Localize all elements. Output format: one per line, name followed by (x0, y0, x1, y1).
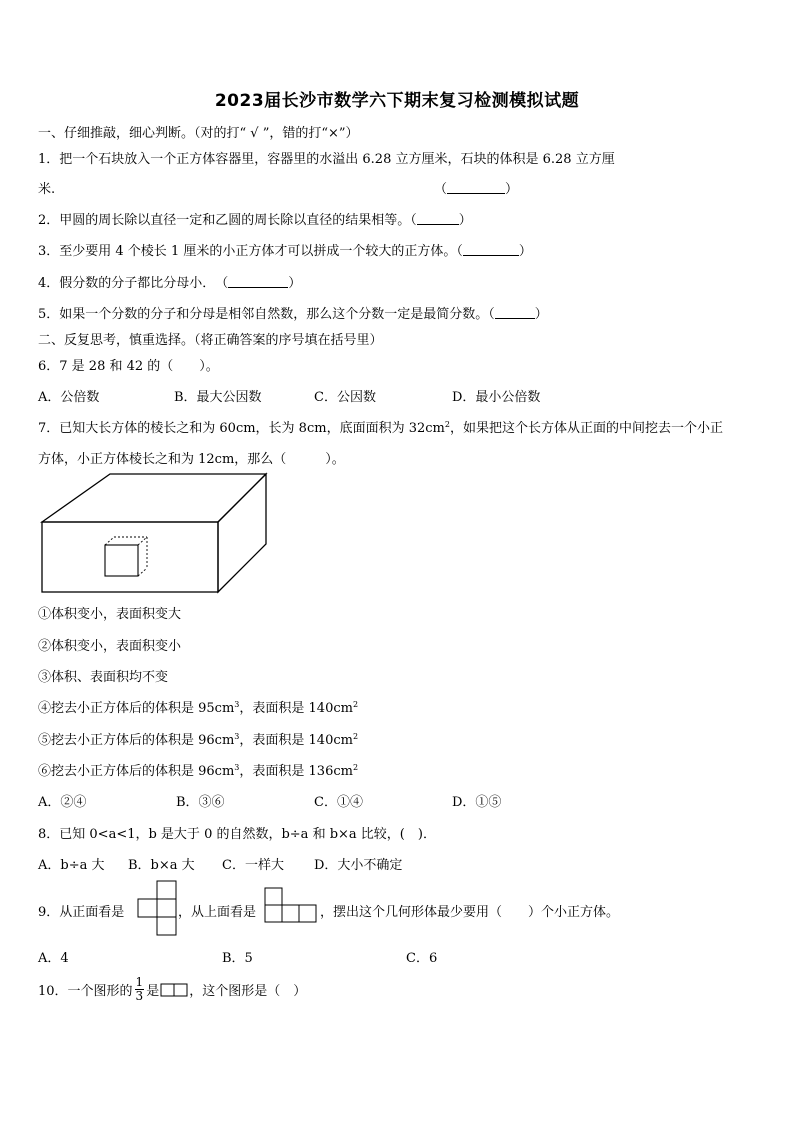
paren-close: ） (288, 276, 302, 291)
question-2 (38, 209, 472, 228)
question-9-option-b[interactable]: B．5 (222, 951, 253, 966)
question-7-line-1 (38, 417, 723, 436)
answer-blank[interactable] (417, 212, 459, 225)
question-8-option-c[interactable]: C．一样大 (222, 858, 284, 873)
superscript: 3 (234, 763, 240, 772)
question-10 (38, 976, 306, 1003)
top-view-figure (263, 887, 319, 923)
superscript: 2 (444, 420, 450, 429)
question-7-option-a[interactable]: A．②④ (38, 795, 87, 810)
question-6-option-b[interactable]: B．最大公因数 (174, 390, 262, 405)
question-4-text: 4．假分数的分子都比分母小． （ (38, 276, 229, 291)
choice-6-text-b: ，表面积是 136cm (239, 764, 353, 779)
fraction-denominator: 3 (135, 989, 144, 1003)
question-8-stem: 8．已知 0<a<1，b 是大于 0 的自然数，b÷a 和 b×a 比较，( )． (38, 827, 436, 842)
question-6-stem: 6．7 是 28 和 42 的（ ）。 (38, 359, 219, 374)
front-view-figure (136, 880, 178, 936)
question-7-line-2: 方体，小正方体棱长之和为 12cm，那么（ ）。 (38, 452, 345, 467)
answer-blank[interactable] (463, 243, 519, 256)
choice-6-text-a: ⑥挖去小正方体后的体积是 96cm (38, 764, 235, 779)
page-title: 2023届长沙市数学六下期末复习检测模拟试题 (214, 91, 580, 111)
question-9-option-c[interactable]: C．6 (406, 951, 438, 966)
question-6-option-a[interactable]: A．公倍数 (38, 390, 100, 405)
question-7-choice-4 (38, 697, 358, 716)
question-8-option-a[interactable]: A．b÷a 大 (38, 858, 105, 873)
choice-5-text-a: ⑤挖去小正方体后的体积是 96cm (38, 733, 235, 748)
fraction-numerator: 1 (135, 975, 144, 989)
paren-close: ） (534, 307, 548, 322)
question-9-stem-b: ，从上面看是 (178, 905, 257, 920)
question-1-line-2: 米. (38, 182, 56, 197)
question-10-text-b: 是 (146, 984, 160, 999)
question-1-answer[interactable] (434, 178, 518, 197)
superscript: 2 (352, 763, 359, 772)
question-7-choice-1: ①体积变小，表面积变大 (38, 607, 182, 622)
question-9-stem-a: 9．从正面看是 (38, 905, 125, 920)
answer-blank[interactable] (495, 306, 535, 319)
question-10-text-a: 10．一个图形的 (38, 984, 133, 999)
paren-close: ） (505, 182, 519, 197)
answer-blank[interactable] (447, 181, 505, 194)
fraction-one-third (135, 976, 145, 1003)
question-8-option-b[interactable]: B．b×a 大 (128, 858, 195, 873)
section-one-heading: 一、仔细推敲，细心判断。（对的打“ √ ”，错的打“×”） (38, 126, 359, 141)
two-squares-figure (160, 983, 188, 997)
question-7-choice-3: ③体积、表面积均不变 (38, 670, 169, 685)
question-6-option-c[interactable]: C．公因数 (314, 390, 376, 405)
question-1-line-1: 1．把一个石块放入一个正方体容器里，容器里的水溢出 6.28 立方厘米，石块的体积是 6.28 立方厘 (38, 152, 615, 167)
question-8-option-d[interactable]: D．大小不确定 (314, 858, 403, 873)
superscript: 2 (352, 732, 359, 741)
paren-close: ） (518, 244, 532, 259)
question-7-option-d[interactable]: D．①⑤ (452, 795, 502, 810)
answer-blank[interactable] (228, 275, 288, 288)
question-7-choice-6 (38, 760, 358, 779)
choice-4-text-b: ，表面积是 140cm (239, 701, 353, 716)
question-10-text-c: ，这个图形是（ ） (189, 984, 307, 999)
question-9-option-a[interactable]: A．4 (38, 951, 69, 966)
superscript: 3 (234, 732, 240, 741)
question-9-stem-c: ，摆出这个几何形体最少要用（ ）个小正方体。 (320, 905, 620, 920)
question-7-option-b[interactable]: B．③⑥ (176, 795, 225, 810)
paren-close: ） (458, 213, 472, 228)
question-7-choice-2: ②体积变小，表面积变小 (38, 639, 182, 654)
question-7-text-b: ，如果把这个长方体从正面的中间挖去一个小正 (449, 421, 723, 436)
question-6-option-d[interactable]: D．最小公倍数 (452, 390, 541, 405)
question-3-text: 3．至少要用 4 个棱长 1 厘米的小正方体才可以拼成一个较大的正方体。（ (38, 244, 463, 259)
choice-5-text-b: ，表面积是 140cm (239, 733, 353, 748)
question-2-text: 2．甲圆的周长除以直径一定和乙圆的周长除以直径的结果相等。（ (38, 213, 417, 228)
question-7-choice-5 (38, 729, 358, 748)
question-5 (38, 303, 548, 322)
question-7-text-a: 7．已知大长方体的棱长之和为 60cm，长为 8cm，底面面积为 32cm (38, 421, 445, 436)
paren-open: （ (434, 182, 448, 197)
superscript: 2 (352, 700, 359, 709)
question-5-text: 5．如果一个分数的分子和分母是相邻自然数，那么这个分数一定是最简分数。（ (38, 307, 495, 322)
question-4 (38, 272, 301, 291)
superscript: 3 (234, 700, 240, 709)
section-two-heading: 二、反复思考，慎重选择。（将正确答案的序号填在括号里） (38, 333, 383, 348)
question-3 (38, 240, 532, 259)
choice-4-text-a: ④挖去小正方体后的体积是 95cm (38, 701, 235, 716)
question-7-option-c[interactable]: C．①④ (314, 795, 363, 810)
cuboid-figure (38, 470, 270, 594)
